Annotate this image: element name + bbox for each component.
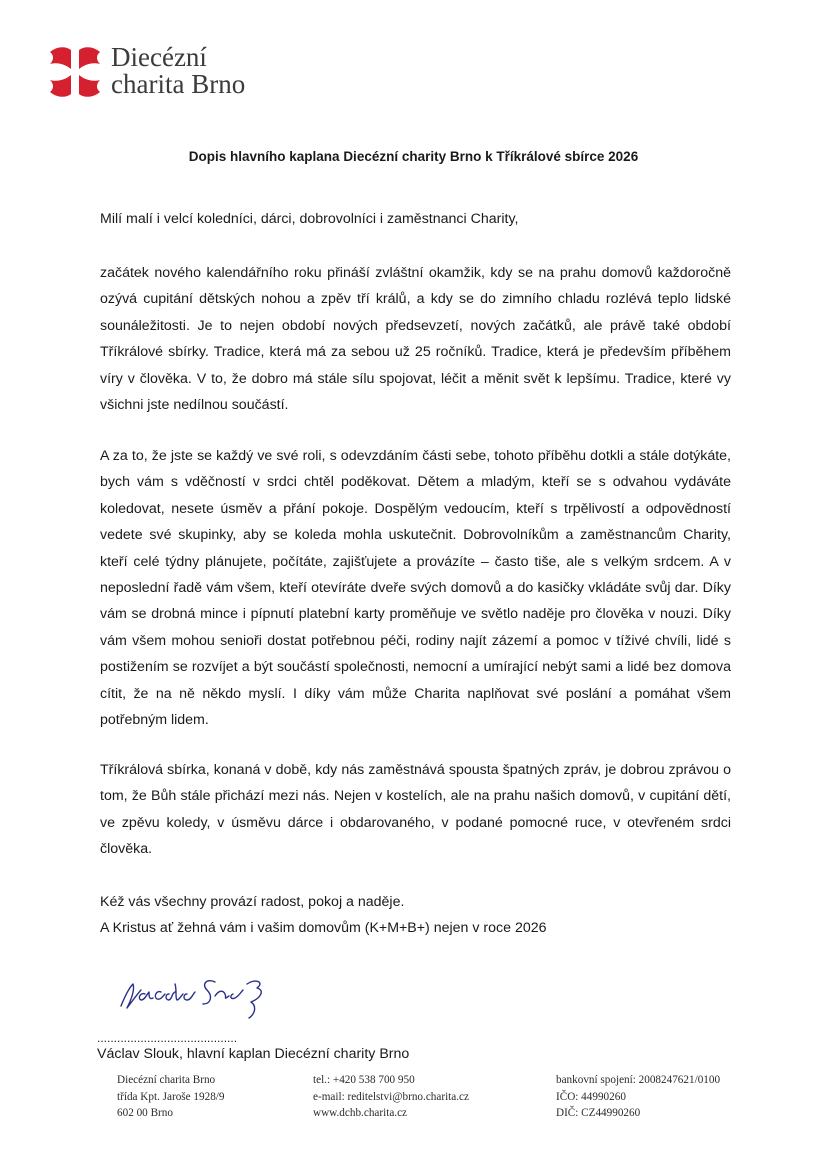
greeting: Milí malí i velcí koledníci, dárci, dobrovolníci i zaměstnanci Charity, <box>100 211 519 227</box>
letter-title: Dopis hlavního kaplana Diecézní charity Brno k Tříkrálové sbírce 2026 <box>188 149 639 164</box>
charity-logo <box>47 44 245 100</box>
footer-phone: tel.: +420 538 700 950 <box>313 1074 415 1086</box>
footer-street: třída Kpt. Jaroše 1928/9 <box>117 1090 225 1103</box>
footer-city: 602 00 Brno <box>117 1107 173 1119</box>
paragraph-1: začátek nového kalendářního roku přináší zvláštní okamžik, kdy se na prahu domovů každoročně ozývá cupitání dětských nohou a zpěv tří králů, a kdy se do zimního chladu rozlévá teplo lidské sounáležitosti. Je to nejen období nových předsevzetí, nových začátků, ale právě také období Tříkrálové sbírky. Tradice, která má za sebou už 25 ročníků. Tradice, která je především příběhem víry v člověka. V to, že dobro má stále sílu spojovat, léčit a měnit svět k lepšímu. Tradice, které vy všichni jste nedílnou součástí. <box>100 265 731 414</box>
charity-cross-icon <box>47 44 103 100</box>
signature-line: .......................................... <box>97 1031 238 1045</box>
footer-email: e-mail: reditelstvi@brno.charita.cz <box>313 1090 469 1103</box>
footer-web: www.dchb.charita.cz <box>313 1107 408 1119</box>
footer-address <box>117 1072 225 1122</box>
signer-name: Václav Slouk, hlavní kaplan Diecézní charity Brno <box>97 1046 410 1062</box>
charity-name <box>111 44 245 98</box>
closing-line-1: Kéž vás všechny provází radost, pokoj a naděje. <box>100 894 405 910</box>
charity-name-line2: charita Brno <box>111 69 246 99</box>
charity-name-line1: Diecézní <box>111 42 207 72</box>
footer-org: Diecézní charita Brno <box>117 1074 216 1086</box>
footer-contact <box>313 1072 469 1122</box>
footer-bank <box>556 1072 720 1122</box>
footer-dic: DIČ: CZ44990260 <box>556 1107 641 1119</box>
handwritten-signature <box>115 960 285 1030</box>
closing <box>100 889 731 942</box>
footer-bank-account: bankovní spojení: 2008247621/0100 <box>556 1074 721 1086</box>
paragraph-3: Tříkrálová sbírka, konaná v době, kdy nás zaměstnává spousta špatných zpráv, je dobrou zprávou o tom, že Bůh stále přichází mezi nás. Nejen v kostelích, ale na prahu našich domovů, v cupitání dětí, ve zpěvu koledy, v úsměvu dárce i obdarovaného, v podané pomocné ruce, v otevřeném srdci člověka. <box>100 762 731 858</box>
footer-ico: IČO: 44990260 <box>556 1090 626 1103</box>
paragraph-2: A za to, že jste se každý ve své roli, s odevzdáním části sebe, tohoto příběhu dotkli a stále dotýkáte, bych vám s vděčností v srdci chtěl poděkovat. Dětem a mladým, kteří se s odvahou vydáváte koledovat, nesete úsměv a přání pokoje. Dospělým vedoucím, kteří s trpělivostí a odpovědností vedete své skupinky, aby se koleda mohla uskutečnit. Dobrovolníkům a zaměstnancům Charity, kteří celé týdny plánujete, počítáte, zajišťujete a provázíte – často tiše, ale s velkým srdcem. A v neposlední řadě vám všem, kteří otevíráte dveře svých domovů a do kasičky vkládáte svůj dar. Díky vám se drobná mince i pípnutí platební karty proměňuje ve světlo naděje pro člověka v nouzi. Díky vám všem mohou senioři dostat potřebnou péči, rodiny najít zázemí a pomoc v tíživé chvíli, lidé s postižením se rozvíjet a být součástí společnosti, nemocní a umírající nebýt sami a lidé bez domova cítit, že na ně někdo myslí. I díky vám může Charita naplňovat své poslání a pomáhat všem potřebným lidem. <box>100 448 731 729</box>
closing-line-2: A Kristus ať žehná vám i vašim domovům (K+M+B+) nejen v roce 2026 <box>100 920 547 937</box>
